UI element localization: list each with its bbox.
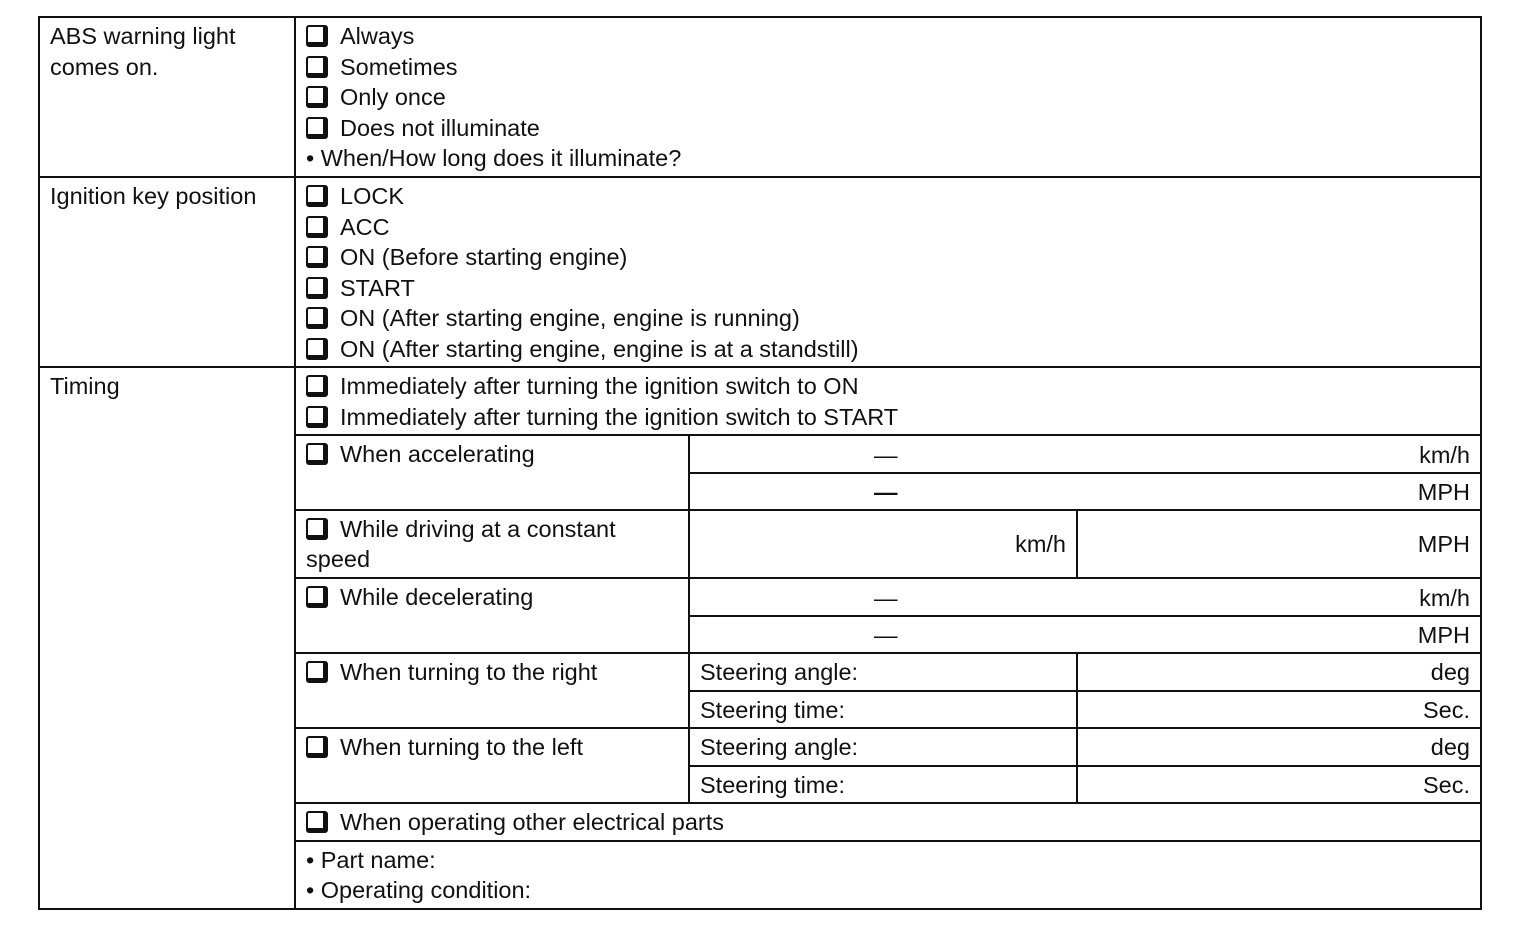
decel-sub-divider — [688, 615, 1482, 617]
row-divider-accel — [294, 509, 1482, 511]
row-divider-decel — [294, 652, 1482, 654]
row-divider-ignition — [38, 366, 1482, 368]
electrical-parts-option[interactable] — [306, 807, 724, 838]
right-turn-sub-divider — [688, 690, 1482, 692]
ignition-key-option-label: ACC — [340, 213, 390, 240]
left-steering-angle-unit: deg — [1430, 734, 1470, 760]
turn-left-label: When turning to the left — [340, 734, 583, 760]
checkbox-icon[interactable] — [306, 811, 328, 833]
checkbox-icon[interactable] — [306, 117, 328, 139]
checkbox-icon[interactable] — [306, 216, 328, 238]
constant-speed-label-cont: speed — [306, 546, 371, 572]
ignition-key-option[interactable] — [306, 334, 859, 365]
timing-option-label: Immediately after turning the ignition switch to ON — [340, 373, 859, 399]
ignition-key-option[interactable] — [306, 303, 800, 334]
row-divider-right-turn — [294, 727, 1482, 729]
abs-light-option-label: Only once — [340, 84, 446, 110]
timing-option[interactable] — [306, 371, 859, 402]
checkbox-icon[interactable] — [306, 185, 328, 207]
decelerating-label: While decelerating — [340, 584, 534, 610]
right-steering-time-unit: Sec. — [1422, 697, 1470, 723]
accel-mph-unit: MPH — [1417, 479, 1470, 505]
ignition-key-option-label: LOCK — [340, 183, 404, 209]
row-divider-constant — [294, 577, 1482, 579]
left-steering-time-unit: Sec. — [1422, 772, 1470, 798]
decel-kmh-dash: — — [874, 585, 898, 611]
abs-light-option-label: Sometimes — [340, 53, 458, 80]
accel-sub-divider — [688, 472, 1482, 474]
checkbox-icon[interactable] — [306, 246, 328, 268]
checkbox-icon[interactable] — [306, 277, 328, 299]
checkbox-icon[interactable] — [306, 406, 328, 428]
abs-light-label: ABS warning light comes on. — [50, 23, 236, 80]
ignition-key-option[interactable] — [306, 212, 390, 243]
row-divider-electrical — [294, 840, 1482, 842]
right-steering-time-label: Steering time: — [700, 697, 845, 723]
checkbox-icon[interactable] — [306, 307, 328, 329]
ignition-key-option[interactable] — [306, 273, 415, 304]
checkbox-icon[interactable] — [306, 338, 328, 360]
left-steering-time-label: Steering time: — [700, 772, 845, 798]
ignition-key-label: Ignition key position — [50, 183, 257, 209]
turn-right-label: When turning to the right — [340, 659, 598, 685]
column-divider — [294, 16, 296, 910]
row-divider-left-turn — [294, 802, 1482, 804]
row-divider-abs — [38, 176, 1482, 178]
right-steering-angle-unit: deg — [1430, 659, 1470, 685]
constant-mph-unit: MPH — [1417, 531, 1470, 557]
ignition-key-option-label: ON (After starting engine, engine is at a standstill) — [340, 335, 859, 362]
abs-light-option[interactable] — [306, 113, 540, 144]
part-name-field: • Part name: — [306, 847, 436, 873]
checkbox-icon[interactable] — [306, 586, 328, 608]
abs-light-option[interactable] — [306, 82, 446, 113]
checkbox-icon[interactable] — [306, 518, 328, 540]
turn-right-option[interactable] — [306, 657, 597, 688]
abs-light-option-label: Does not illuminate — [340, 114, 540, 141]
turn-left-option[interactable] — [306, 732, 583, 763]
checkbox-icon[interactable] — [306, 86, 328, 108]
constant-speed-option[interactable] — [306, 514, 616, 545]
checkbox-icon[interactable] — [306, 25, 328, 47]
constant-kmh-unit: km/h — [1015, 531, 1066, 557]
constant-speed-label: While driving at a constant — [340, 516, 616, 542]
checkbox-icon[interactable] — [306, 375, 328, 397]
timing-option[interactable] — [306, 402, 898, 433]
when-accelerating-option[interactable] — [306, 439, 535, 470]
when-accelerating-label: When accelerating — [340, 441, 535, 467]
timing-option-label: Immediately after turning the ignition switch to START — [340, 403, 899, 430]
checkbox-icon[interactable] — [306, 56, 328, 78]
abs-light-option[interactable] — [306, 21, 414, 52]
timing-label: Timing — [50, 373, 120, 399]
ignition-key-option-label: ON (Before starting engine) — [340, 244, 628, 270]
decel-mph-unit: MPH — [1417, 622, 1470, 648]
ignition-key-option[interactable] — [306, 242, 627, 273]
left-steering-angle-label: Steering angle: — [700, 734, 859, 760]
constant-unit-divider — [1076, 509, 1078, 578]
ignition-key-option[interactable] — [306, 181, 404, 212]
decel-kmh-unit: km/h — [1419, 585, 1470, 611]
decel-mph-dash: — — [874, 622, 898, 648]
abs-light-option[interactable] — [306, 52, 458, 83]
abs-light-option-label: Always — [340, 23, 415, 49]
electrical-parts-label: When operating other electrical parts — [340, 809, 725, 835]
abs-illumination-note: • When/How long does it illuminate? — [306, 145, 682, 171]
speed-column-divider — [688, 434, 690, 804]
checkbox-icon[interactable] — [306, 736, 328, 758]
checkbox-icon[interactable] — [306, 661, 328, 683]
right-steering-angle-label: Steering angle: — [700, 659, 859, 685]
accel-kmh-unit: km/h — [1419, 442, 1470, 468]
checkbox-icon[interactable] — [306, 443, 328, 465]
accel-mph-dash: — — [874, 479, 898, 505]
ignition-key-option-label: ON (After starting engine, engine is running) — [340, 305, 800, 331]
row-divider-timing-options — [294, 434, 1482, 436]
left-turn-sub-divider — [688, 765, 1482, 767]
accel-kmh-dash: — — [874, 442, 898, 468]
decelerating-option[interactable] — [306, 582, 533, 613]
operating-condition-field: • Operating condition: — [306, 877, 532, 903]
ignition-key-option-label: START — [340, 274, 415, 301]
